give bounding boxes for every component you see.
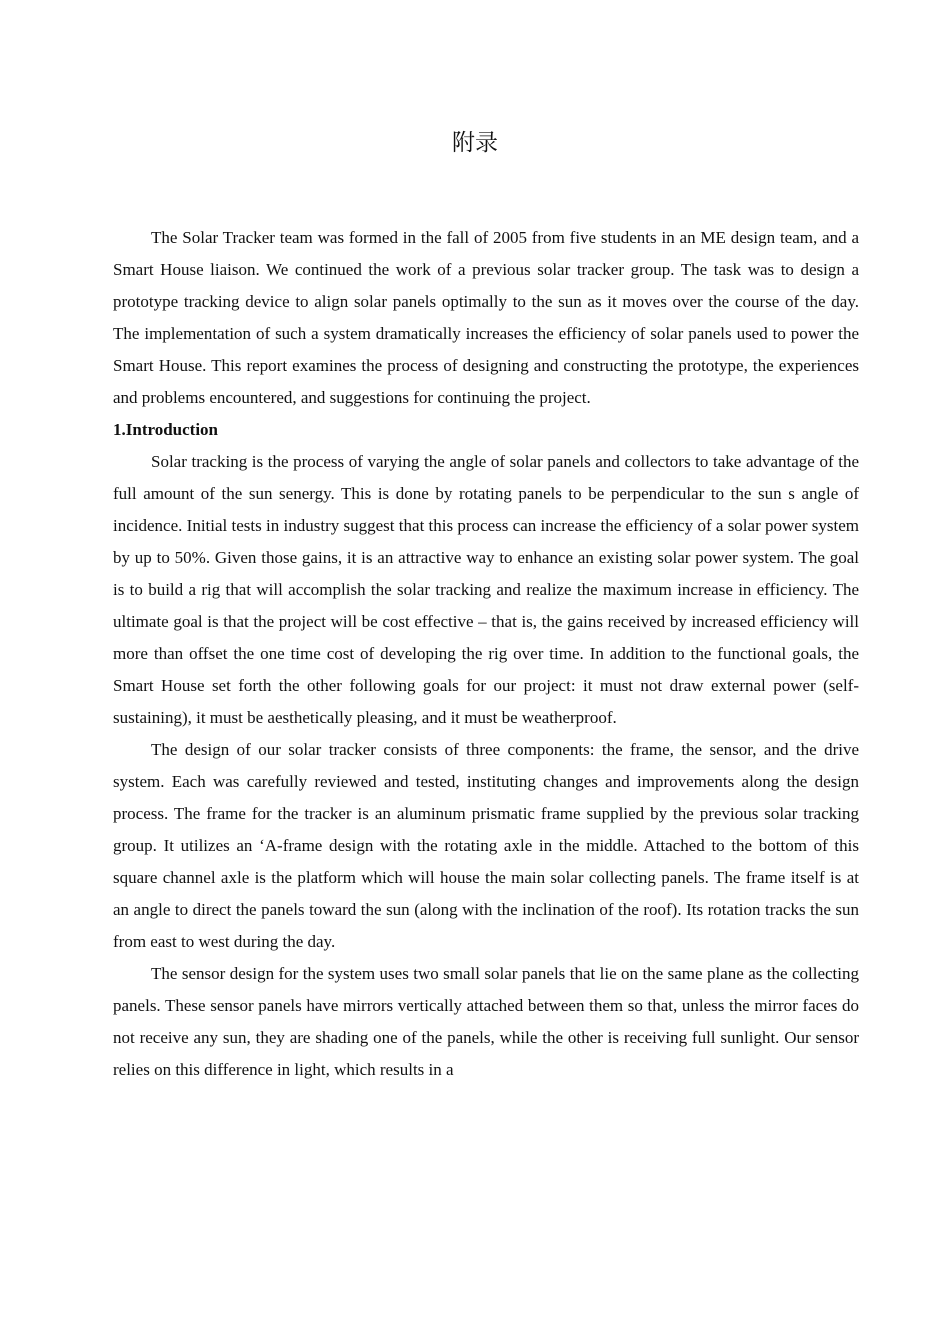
intro-paragraph: Solar tracking is the process of varying the angle of solar panels and collectors to take advantage of the full amount of the sun senergy. This is done by rotating panels to be perpendicular to the sun s angle of incidence. Initial tests in industry suggest that this process can increase the efficiency of a solar power system by up to 50%. Given those gains, it is an attractive way to enhance an existing solar power system. The goal is to build a rig that will accomplish the solar tracking and realize the maximum increase in efficiency. The ultimate goal is that the project will be cost effective – that is, the gains received by increased efficiency will more than offset the one time cost of developing the rig over time. In addition to the functional goals, the Smart House set forth the other following goals for our project: it must not draw external power (self-sustaining), it must be aesthetically pleasing, and it must be weatherproof. <box>113 452 859 727</box>
document-body <box>113 222 859 1086</box>
page-title: 附录 <box>452 130 498 156</box>
section-heading: 1.Introduction <box>113 420 219 439</box>
abstract-paragraph: The Solar Tracker team was formed in the fall of 2005 from five students in an ME design team, and a Smart House liaison. We continued the work of a previous solar tracker group. The task was to design a prototype tracking device to align solar panels optimally to the sun as it moves over the course of the day. The implementation of such a system dramatically increases the efficiency of solar panels used to power the Smart House. This report examines the process of designing and constructing the prototype, the experiences and problems encountered, and suggestions for continuing the project. <box>113 228 859 407</box>
frame-paragraph: The design of our solar tracker consists of three components: the frame, the sensor, and the drive system. Each was carefully reviewed and tested, instituting changes and improvements along the design process. The frame for the tracker is an aluminum prismatic frame supplied by the previous solar tracking group. It utilizes an ‘A-frame design with the rotating axle in the middle. Attached to the bottom of this square channel axle is the platform which will house the main solar collecting panels. The frame itself is at an angle to direct the panels toward the sun (along with the inclination of the roof). Its rotation tracks the sun from east to west during the day. <box>113 740 859 951</box>
sensor-paragraph: The sensor design for the system uses two small solar panels that lie on the same plane as the collecting panels. These sensor panels have mirrors vertically attached between them so that, unless the mirror faces do not receive any sun, they are shading one of the panels, while the other is receiving full sunlight. Our sensor relies on this difference in light, which results in a <box>113 964 859 1079</box>
